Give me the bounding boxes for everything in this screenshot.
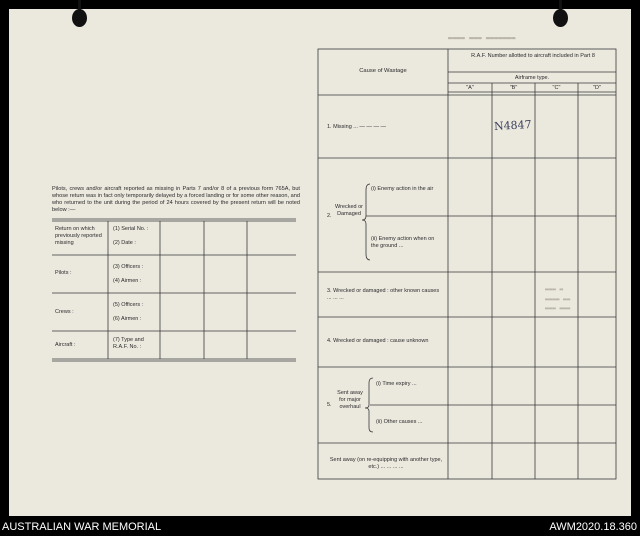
row-label-crews: Crews :	[55, 309, 74, 315]
row-enemy-action-ground: (ii) Enemy action when on the ground ...	[371, 236, 435, 249]
field-serial-no: (1) Serial No. :	[113, 226, 149, 232]
bleed-through-text: ▬▬▬ ▬ ▬▬▬▬ ▬▬ ▬▬▬ ▬▬▬	[545, 286, 571, 313]
field-aircraft-type: (7) Type and R.A.F. No. :	[113, 337, 144, 350]
row-cause-unknown: 4. Wrecked or damaged : cause unknown	[327, 338, 429, 344]
bleed-through-text: ▬▬▬▬ ▬▬▬ ▬▬▬▬▬▬▬	[448, 34, 516, 42]
row-time-expiry: (i) Time expiry ...	[376, 381, 417, 387]
field-crew-officers: (5) Officers :	[113, 302, 144, 308]
row-2-number: 2.	[327, 213, 332, 219]
row-major-overhaul: Sent away for major overhaul	[337, 390, 363, 410]
field-pilot-airmen: (4) Airmen :	[113, 278, 142, 284]
column-a-header: "A"	[466, 85, 474, 91]
field-pilot-officers: (3) Officers :	[113, 264, 144, 270]
row-wrecked-damaged: Wrecked or Damaged	[334, 204, 364, 217]
row-missing: 1. Missing ... — — — —	[327, 124, 386, 130]
row-5-number: 5.	[327, 402, 332, 408]
accession-number: AWM2020.18.360	[549, 521, 637, 533]
airframe-type-header: Airframe type.	[514, 75, 550, 81]
row-label-pilots: Pilots :	[55, 270, 72, 276]
intro-paragraph: Pilots, crews and/or aircraft reported as missing in Parts 7 and/or 8 of a previous form 765A, but whose return was in fact only temporarily delayed by a forced landing or for some other reason, and who returned to the unit during the period of 24 hours covered by the present return will be noted below :—	[52, 186, 300, 213]
row-label-previous-return: Return on which previously reported missing	[55, 226, 102, 246]
handwritten-aircraft-number: N4847	[493, 118, 532, 133]
row-sent-away-reequipping: Sent away (on re-equipping with another type, etc.) ... ... ... ...	[329, 457, 443, 470]
archive-caption: AUSTRALIAN WAR MEMORIAL	[2, 521, 162, 533]
row-other-causes: (ii) Other causes ...	[376, 419, 423, 425]
row-other-known-causes: 3. Wrecked or damaged : other known causes ... ... ...	[327, 288, 440, 301]
column-c-header: "C"	[552, 85, 561, 91]
column-d-header: "D"	[593, 85, 601, 91]
raf-number-header: R.A.F. Number allotted to aircraft included in Part 8	[471, 53, 595, 59]
field-date: (2) Date :	[113, 240, 136, 246]
cause-of-wastage-header: Cause of Wastage	[359, 68, 407, 74]
field-crew-airmen: (6) Airmen :	[113, 316, 142, 322]
row-enemy-action-air: (i) Enemy action in the air	[371, 186, 434, 192]
column-b-header: "B"	[509, 85, 518, 91]
row-label-aircraft: Aircraft :	[55, 342, 76, 348]
